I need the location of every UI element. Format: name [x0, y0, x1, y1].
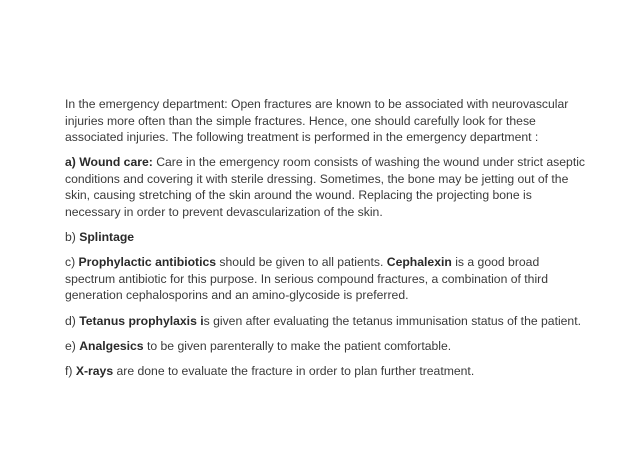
text-wound-care: Care in the emergency room consists of washing the wound under strict aseptic conditions and covering it with sterile dressing. Sometimes, the bone may be jetting out of the skin, causing stretching of the skin around the wound. Replacing the projecting bone is necessary in order to prevent devascularization of the skin.	[65, 155, 586, 220]
term-wound-care: a) Wound care:	[65, 155, 153, 170]
term-splintage: Splintage	[79, 230, 135, 245]
term-tetanus: Tetanus prophylaxis i	[79, 313, 204, 328]
text-analgesics: to be given parenterally to make the patient comfortable.	[143, 338, 452, 353]
item-splintage	[65, 229, 585, 246]
prefix-xrays: f)	[65, 363, 76, 378]
prefix-antibiotics: c)	[65, 255, 79, 270]
item-wound-care	[65, 154, 585, 220]
text-tetanus: s given after evaluating the tetanus immunisation status of the patient.	[203, 313, 581, 328]
item-analgesics	[65, 338, 585, 355]
term-antibiotics: Prophylactic antibiotics	[78, 255, 217, 270]
prefix-analgesics: e)	[65, 338, 80, 353]
prefix-splintage: b)	[65, 230, 80, 245]
term-xrays: X-rays	[75, 363, 114, 378]
term-analgesics: Analgesics	[79, 338, 144, 353]
item-tetanus	[65, 313, 585, 330]
intro-paragraph: In the emergency department: Open fractures are known to be associated with neurovascular injuries more often than the simple fractures. Hence, one should carefully look for these associated injuries. The following treatment is performed in the emergency department :	[65, 97, 569, 145]
prefix-tetanus: d)	[65, 313, 80, 328]
item-xrays	[65, 363, 585, 380]
text-xrays: are done to evaluate the fracture in order to plan further treatment.	[113, 363, 475, 378]
item-antibiotics	[65, 254, 585, 304]
text-antibiotics: should be given to all patients.	[216, 255, 387, 270]
text-cephalexin: is a good broad spectrum antibiotic for this purpose. In serious compound fractures, a combination of third generation cephalosporins and an amino-glycoside is preferred.	[65, 255, 549, 303]
document-body	[65, 96, 585, 388]
term-cephalexin: Cephalexin	[386, 255, 452, 270]
